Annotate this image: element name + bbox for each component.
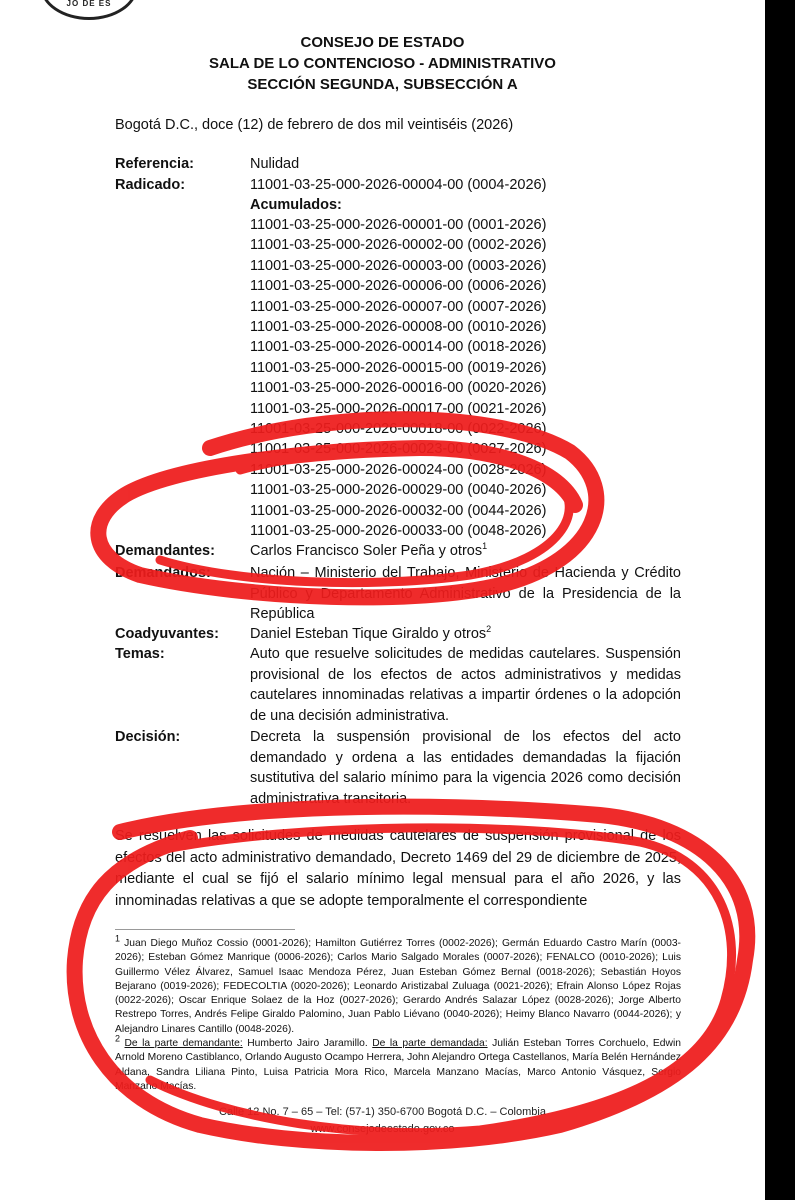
radicado-value: 11001-03-25-000-2026-00004-00 (0004-2026) bbox=[250, 177, 547, 193]
decision-label: Decisión: bbox=[115, 729, 181, 745]
acumulado-item: 11001-03-25-000-2026-00032-00 (0044-2026) bbox=[250, 502, 547, 519]
demandados-label: Demandados: bbox=[115, 565, 211, 581]
temas-value: Auto que resuelve solicitudes de medidas cautelares. Suspensión provisional de los efectos de actos administrativos y medidas cautelares innominadas relativas a impartir órdenes o la adopción de una decisión administrativa. bbox=[250, 646, 681, 724]
footnote-2-num: 2 bbox=[115, 1033, 121, 1044]
acumulado-item: 11001-03-25-000-2026-00007-00 (0007-2026) bbox=[250, 298, 547, 315]
body-paragraph: Se resuelven las solicitudes de medidas cautelares de suspensión provisional de los efectos del acto administrativo demandado, Decreto 1469 del 29 de diciembre de 2025, mediante el cual se fijó el salario mínimo legal mensual para el año 2026, y las innominadas relativas a que se adopte temporalmente el correspondiente bbox=[115, 828, 681, 909]
dateline: Bogotá D.C., doce (12) de febrero de dos mil veintiséis (2026) bbox=[115, 117, 514, 133]
footnote-1-num: 1 bbox=[115, 933, 121, 944]
acumulado-item: 11001-03-25-000-2026-00023-00 (0027-2026) bbox=[250, 441, 547, 458]
acumulados-label: Acumulados: bbox=[250, 197, 342, 213]
seal-text: JO DE ES bbox=[66, 0, 112, 8]
acumulado-item: 11001-03-25-000-2026-00008-00 (0010-2026) bbox=[250, 319, 547, 336]
demandantes-text: Carlos Francisco Soler Peña y otros bbox=[250, 543, 483, 559]
radicado-label: Radicado: bbox=[115, 177, 186, 193]
marker-circle-lower-inner bbox=[150, 828, 732, 1133]
acumulado-item: 11001-03-25-000-2026-00014-00 (0018-2026) bbox=[250, 339, 547, 356]
acumulado-item: 11001-03-25-000-2026-00016-00 (0020-2026) bbox=[250, 380, 547, 397]
header-line-3: SECCIÓN SEGUNDA, SUBSECCIÓN A bbox=[247, 76, 518, 93]
footnote-2-label-a: De la parte demandante: bbox=[124, 1038, 243, 1050]
acumulado-item: 11001-03-25-000-2026-00017-00 (0021-2026) bbox=[250, 400, 547, 417]
decision-value: Decreta la suspensión provisional de los efectos del acto demandado y ordena a las entidades demandadas la fijación sustitutiva del salario mínimo para la vigencia 2026 como decisión administrativa transitoria. bbox=[250, 729, 681, 807]
acumulado-item: 11001-03-25-000-2026-00029-00 (0040-2026) bbox=[250, 482, 547, 499]
acumulado-item: 11001-03-25-000-2026-00006-00 (0006-2026) bbox=[250, 278, 547, 295]
marker-circle-upper bbox=[98, 419, 596, 597]
coadyuvantes-text: Daniel Esteban Tique Giraldo y otros bbox=[250, 626, 487, 642]
demandantes-label: Demandantes: bbox=[115, 543, 215, 559]
footer-web: www.consejodeestado.gov.co bbox=[310, 1123, 455, 1135]
footnote-2-text-a: Humberto Jairo Jaramillo. bbox=[247, 1038, 368, 1050]
acumulado-item: 11001-03-25-000-2026-00003-00 (0003-2026) bbox=[250, 257, 547, 274]
demandados-value: Nación – Ministerio del Trabajo, Ministerio de Hacienda y Crédito Público y Departamento Administrativo de la Presidencia de la República bbox=[250, 565, 681, 622]
referencia-value: Nulidad bbox=[250, 156, 300, 172]
footnote-1-text: Juan Diego Muñoz Cossio (0001-2026); Hamilton Gutiérrez Torres (0002-2026); Germán Eduardo Castro Marín (0003-2026); Esteban Gómez Manrique (0006-2026); Carlos Mario Salgado Morales (0007-2026); FENALCO (0010-2026); Luis Guillermo Vélez Álvarez, Samuel Isaac Mendoza Pérez, Juan Esteban Gómez Bernal (0018-2026); Sebastián Hoyos Bejarano (0019-2026); FEDECOLTIA (0020-2026); Leonardo Aristizabal Zuluaga (0021-2026); Efrain Alonso López Rojas (0022-2026); Oscar Enrique Solaez de la Hoz (0027-2026); Gerardo Andrés Salazar López (0028-2026); Jorge Alberto Restrepo Torres, Andrés Felipe Giraldo Palomino, Juan Pablo Liévano (0040-2026); Heimy Blanco Navarro (0044-2026); y Alejandro Linares Cantillo (0048-2026). bbox=[115, 938, 681, 1035]
footer-address: Calle 12 No. 7 – 65 – Tel: (57-1) 350-6700 Bogotá D.C. – Colombia bbox=[219, 1106, 546, 1118]
coadyuvantes-label: Coadyuvantes: bbox=[115, 626, 219, 642]
temas-label: Temas: bbox=[115, 646, 165, 662]
acumulado-item: 11001-03-25-000-2026-00002-00 (0002-2026) bbox=[250, 237, 547, 254]
acumulado-item: 11001-03-25-000-2026-00024-00 (0028-2026) bbox=[250, 461, 547, 478]
footnote-2-label-b: De la parte demandada: bbox=[372, 1038, 488, 1050]
header-line-1: CONSEJO DE ESTADO bbox=[300, 34, 465, 51]
acumulado-item: 11001-03-25-000-2026-00033-00 (0048-2026) bbox=[250, 523, 547, 540]
acumulado-item: 11001-03-25-000-2026-00015-00 (0019-2026) bbox=[250, 359, 547, 376]
footnote-2-text-b: Julián Esteban Torres Corchuelo, Edwin Arnold Moreno Castiblanco, Orlando Augusto Ocampo Herrera, John Alejandro Ortega Castellanos, María Belén Hernández Aldana, Sandra Liliana Pinto, Luisa Patricia Mora Rico, Marcela Manzano Macías, Marco Antonio Vásquez, Sergio Manzano Macías. bbox=[115, 1038, 681, 1092]
footnote-ref-1: 1 bbox=[482, 541, 488, 552]
acumulado-item: 11001-03-25-000-2026-00018-00 (0022-2026) bbox=[250, 421, 547, 438]
footnote-ref-2: 2 bbox=[486, 624, 492, 635]
referencia-label: Referencia: bbox=[115, 156, 194, 172]
header-line-2: SALA DE LO CONTENCIOSO - ADMINISTRATIVO bbox=[209, 55, 556, 72]
acumulado-item: 11001-03-25-000-2026-00001-00 (0001-2026) bbox=[250, 217, 547, 233]
